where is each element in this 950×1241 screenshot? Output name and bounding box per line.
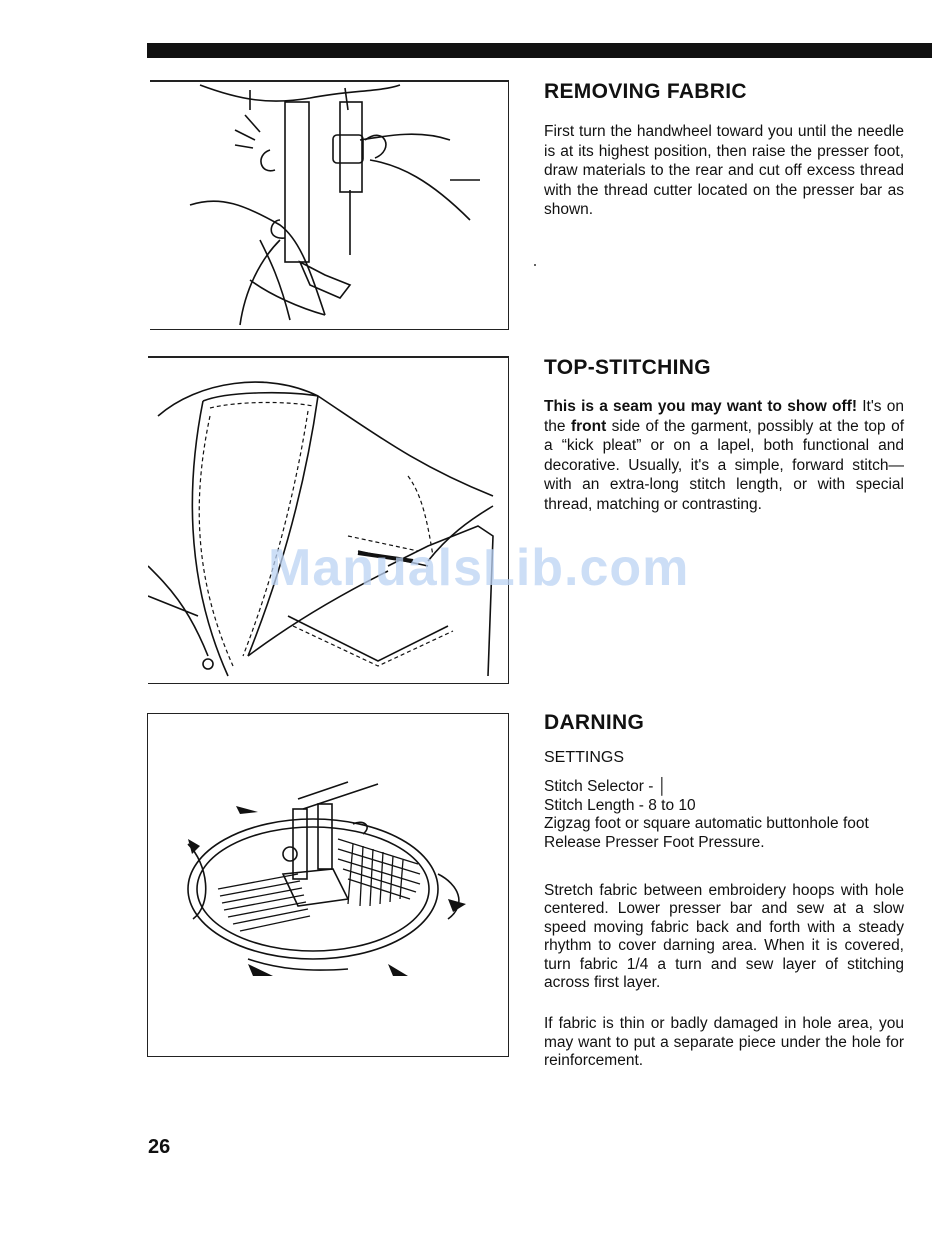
sewing-machine-needle-drawing bbox=[150, 80, 508, 329]
top-stitching-text-2: side of the garment, possibly at the top of a “kick pleat” or on a lapel, both functional and decorative. Usually, it's a simple, forward stitch—with an extra-long stitch length, or with special thread, matching or contrasting. bbox=[544, 417, 905, 513]
settings-list bbox=[544, 778, 904, 852]
darning-instructions: Stretch fabric between embroidery hoops with hole centered. Lower presser bar and sew at a slow speed moving fabric back and forth with a steady rhythm to cover darning area. When it is covered, turn fabric 1/4 a turn and sew layer of stitching across first layer. bbox=[544, 882, 904, 992]
setting-item: Zigzag foot or square automatic buttonhole foot bbox=[544, 815, 869, 833]
darning-heading: DARNING bbox=[544, 711, 645, 734]
setting-item: Stitch Length - 8 to 10 bbox=[544, 796, 696, 814]
removing-fabric-illustration bbox=[150, 80, 509, 330]
top-stitching-illustration bbox=[148, 356, 509, 684]
speck bbox=[534, 264, 536, 266]
darning-reinforcement-note: If fabric is thin or badly damaged in hole area, you may want to put a separate piece under the hole for reinforcement. bbox=[544, 1015, 904, 1070]
top-stitching-text bbox=[544, 397, 904, 515]
watermark: ManualsLib.com bbox=[268, 539, 690, 597]
page-number: 26 bbox=[148, 1136, 171, 1158]
front-emphasis: front bbox=[570, 417, 607, 435]
embroidery-hoop-drawing bbox=[148, 714, 508, 1056]
top-rule bbox=[147, 43, 932, 58]
removing-fabric-text: First turn the handwheel toward you until the needle is at its highest position, then raise the presser foot, draw materials to the rear and cut off excess thread with the thread cutter located on the presser bar as shown. bbox=[544, 123, 904, 219]
top-stitching-lead: This is a seam you may want to show off! bbox=[544, 398, 857, 415]
top-stitching-heading: TOP-STITCHING bbox=[544, 356, 711, 379]
darning-illustration bbox=[147, 713, 509, 1057]
setting-item: Stitch Selector - │ bbox=[544, 778, 668, 795]
setting-item: Release Presser Foot Pressure. bbox=[544, 833, 765, 851]
removing-fabric-heading: REMOVING FABRIC bbox=[544, 80, 747, 103]
settings-label: SETTINGS bbox=[544, 749, 625, 766]
top-stitching-text-1: It's on the bbox=[544, 398, 904, 435]
jacket-collar-drawing bbox=[148, 356, 508, 683]
